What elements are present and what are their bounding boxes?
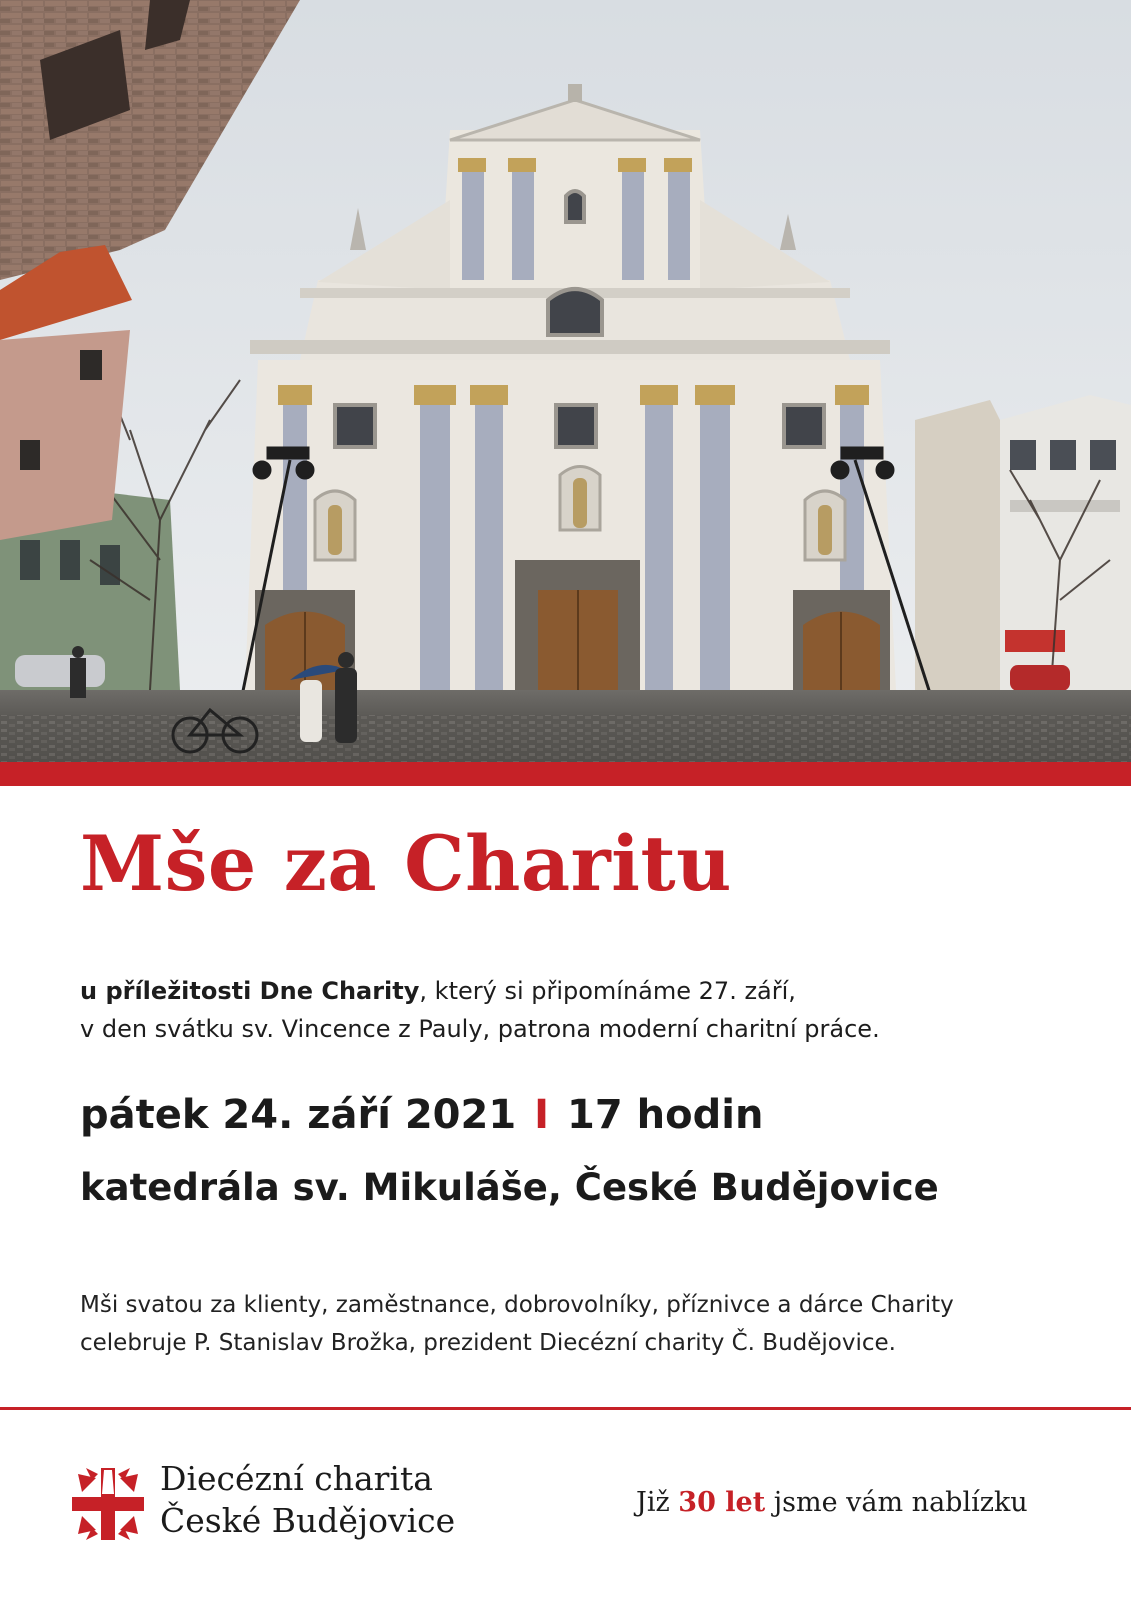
- celebration-line-2: celebruje P. Stanislav Brožka, prezident Diecézní charity Č. Budějovice.: [80, 1330, 896, 1356]
- top-accent-band: [0, 762, 1131, 786]
- intro-text: [80, 972, 1080, 1048]
- tagline-post: jsme vám nablízku: [765, 1487, 1028, 1518]
- celebration-text: [80, 1286, 1090, 1362]
- celebration-line-1: Mši svatou za klienty, zaměstnance, dobrovolníky, příznivce a dárce Charity: [80, 1292, 954, 1318]
- datetime-separator: I: [534, 1092, 550, 1138]
- caritas-cross-icon: [68, 1464, 148, 1544]
- event-datetime: [80, 1092, 763, 1138]
- tagline: [636, 1487, 1028, 1518]
- intro-line-2: v den svátku sv. Vincence z Pauly, patrona moderní charitní práce.: [80, 1015, 880, 1043]
- organization-name-line-1: Diecézní charita: [160, 1459, 433, 1498]
- organization-logo: [68, 1458, 498, 1568]
- page-title: Mše za Charitu: [80, 819, 732, 908]
- event-date: pátek 24. září 2021: [80, 1092, 517, 1138]
- intro-rest: , který si připomínáme 27. září,: [419, 977, 796, 1005]
- event-place: katedrála sv. Mikuláše, České Budějovice: [80, 1166, 939, 1209]
- organization-name: [160, 1458, 455, 1542]
- cathedral-photo: [0, 0, 1131, 762]
- organization-name-line-2: České Budějovice: [160, 1501, 456, 1540]
- intro-line-1: [80, 972, 1080, 1010]
- intro-bold: u příležitosti Dne Charity: [80, 977, 420, 1005]
- footer-divider: [0, 1407, 1131, 1410]
- event-time: 17 hodin: [567, 1092, 764, 1138]
- tagline-highlight: 30 let: [678, 1487, 766, 1518]
- tagline-pre: Již: [636, 1487, 679, 1518]
